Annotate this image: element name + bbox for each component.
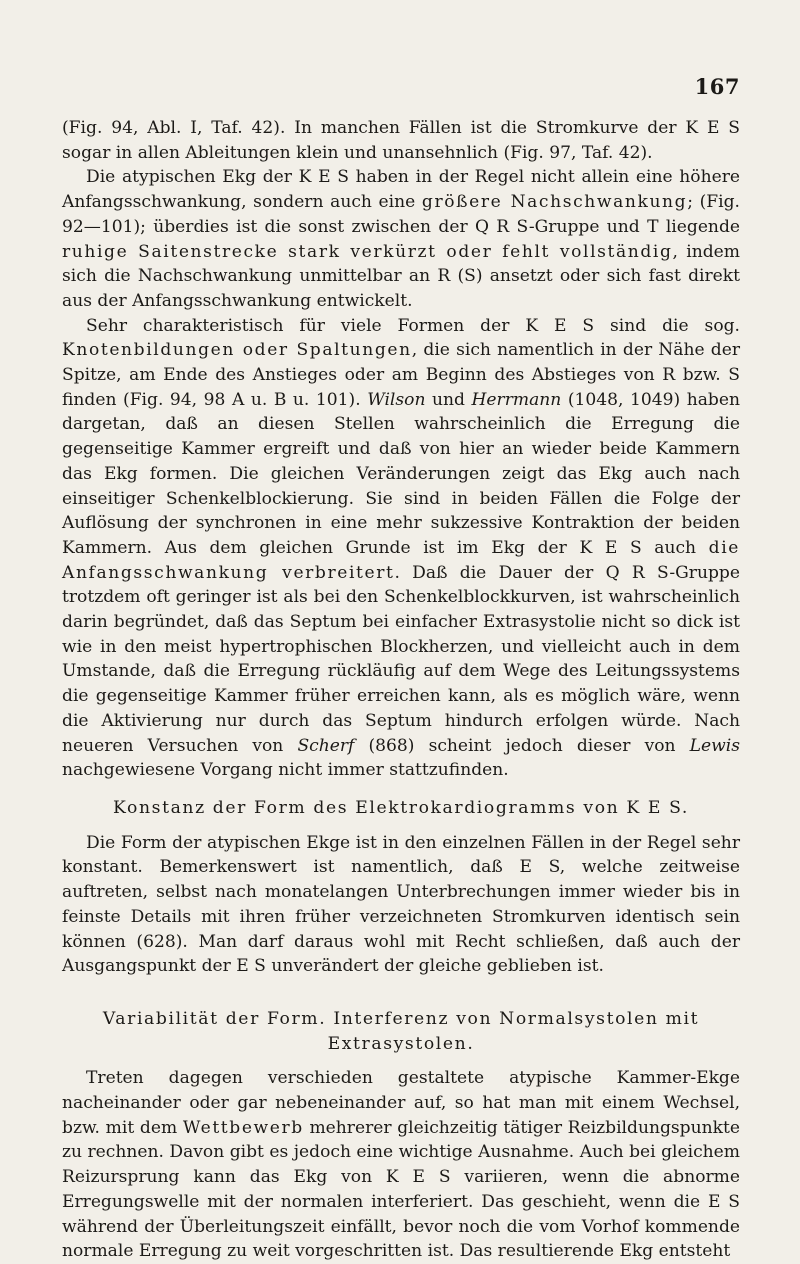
text-run: Sehr charakteristisch für viele Formen der K E S sind die sog.: [86, 315, 740, 336]
text-run: (Fig. 94, Abl. I, Taf. 42). In manchen Fällen ist die Stromkurve der K E S sogar in allen Ableitungen klein und unansehnlich (Fig. 97, Taf. 42).: [62, 118, 740, 163]
text-run: ; (Fig. 92—101); überdies ist die sonst zwischen der Q R S-Gruppe und T liegende: [62, 192, 740, 237]
author-name: Scherf: [297, 735, 355, 756]
text-run: mehrerer gleichzeitig tätiger Reizbildungspunkte zu rechnen. Davon gibt es jedoch eine wichtige Ausnahme. Auch bei gleichem Reizursprung kann das Ekg von K E S variieren, wenn die abnorme Erregungswelle mit der normalen interferiert. Das geschieht, wenn die E S während der Überleitungszeit einfällt, bevor noch die vom Vorhof kommende normale Erregung zu weit vorgeschritten ist. Das resultierende Ekg entsteht: [62, 1117, 740, 1262]
text-run: , die sich namentlich in der Nähe der Spitze, am Ende des Anstieges oder am Beginn des Abstieges von R bzw. S finden (Fig. 94, 98 A u. B u. 101).: [62, 340, 740, 410]
section-heading: Konstanz der Form des Elektrokardiogramms von K E S.: [113, 797, 689, 818]
paragraph-5: [62, 1066, 740, 1264]
author-name: Wilson: [367, 389, 426, 410]
spaced-emphasis: die Anfangsschwankung verbreitert: [62, 537, 740, 583]
paragraph-1: [62, 116, 740, 165]
text-run: nachgewiesene Vorgang nicht immer stattzufinden.: [62, 760, 509, 781]
paragraph-2: [62, 165, 740, 313]
text-run: Treten dagegen verschieden gestaltete atypische Kammer-Ekge nacheinander oder gar nebeneinander auf, so hat man mit einem Wechsel, bzw. mit dem: [62, 1068, 740, 1138]
text-run: und: [425, 389, 472, 410]
body-text: [62, 116, 740, 1264]
text-run: . Daß die Dauer der Q R S-Gruppe trotzdem oft geringer ist als bei den Schenkelblockkurven, ist wahrscheinlich darin begründet, daß das Septum bei einfacher Extrasystolie nicht so dick ist wie in den meist hypertrophischen Blockherzen, und vielleicht auch in dem Umstande, daß die Erregung rückläufig auf dem Wege des Leitungssystems die gegenseitige Kammer früher erreichen kann, als es möglich wäre, wenn die Aktivierung nur durch das Septum hindurch erfolgen würde. Nach neueren Versuchen von: [62, 562, 740, 756]
author-name: Herrmann: [471, 389, 562, 410]
spaced-emphasis: Wettbewerb: [182, 1117, 304, 1138]
spaced-emphasis: Knotenbildungen oder Spaltungen: [62, 340, 412, 361]
spaced-emphasis: ruhige Saitenstrecke stark verkürzt oder fehlt vollständig: [62, 241, 673, 262]
author-name: Lewis: [689, 735, 740, 756]
paragraph-4: [62, 831, 740, 979]
paragraph-3: [62, 314, 740, 783]
text-run: (868) scheint jedoch dieser von: [354, 735, 690, 756]
text-run: Die Form der atypischen Ekge ist in den einzelnen Fällen in der Regel sehr konstant. Bemerkenswert ist namentlich, daß E S, welche zeitweise auftreten, selbst nach monatelangen Unterbrechungen immer wieder bis in feinste Details mit ihren früher verzeichneten Stromkurven identisch sein können (628). Man darf daraus wohl mit Recht schließen, daß auch der Ausgangspunkt der E S unverändert der gleiche geblieben ist.: [62, 832, 740, 977]
page-number: 167: [694, 74, 740, 99]
section-heading: Variabilität der Form. Interferenz von Normalsystolen mit Extrasystolen.: [102, 1008, 700, 1054]
text-run: (1048, 1049) haben dargetan, daß an diesen Stellen wahrscheinlich die Erregung die gegenseitige Kammer ergreift und daß von hier an wieder beide Kammern das Ekg formen. Die gleichen Veränderungen zeigt das Ekg auch nach einseitiger Schenkelblockierung. Sie sind in beiden Fällen die Folge der Auflösung der synchronen in eine mehr sukzessive Kontraktion der beiden Kammern. Aus dem gleichen Grunde ist im Ekg der K E S auch: [62, 389, 740, 558]
text-run: Die atypischen Ekg der K E S haben in der Regel nicht allein eine höhere Anfangsschwankung, sondern auch eine: [62, 167, 740, 213]
text-run: , indem sich die Nachschwankung unmittelbar an R (S) ansetzt oder sich fast direkt aus der Anfangsschwankung entwickelt.: [62, 241, 740, 311]
spaced-emphasis: größere Nachschwankung: [421, 192, 688, 213]
